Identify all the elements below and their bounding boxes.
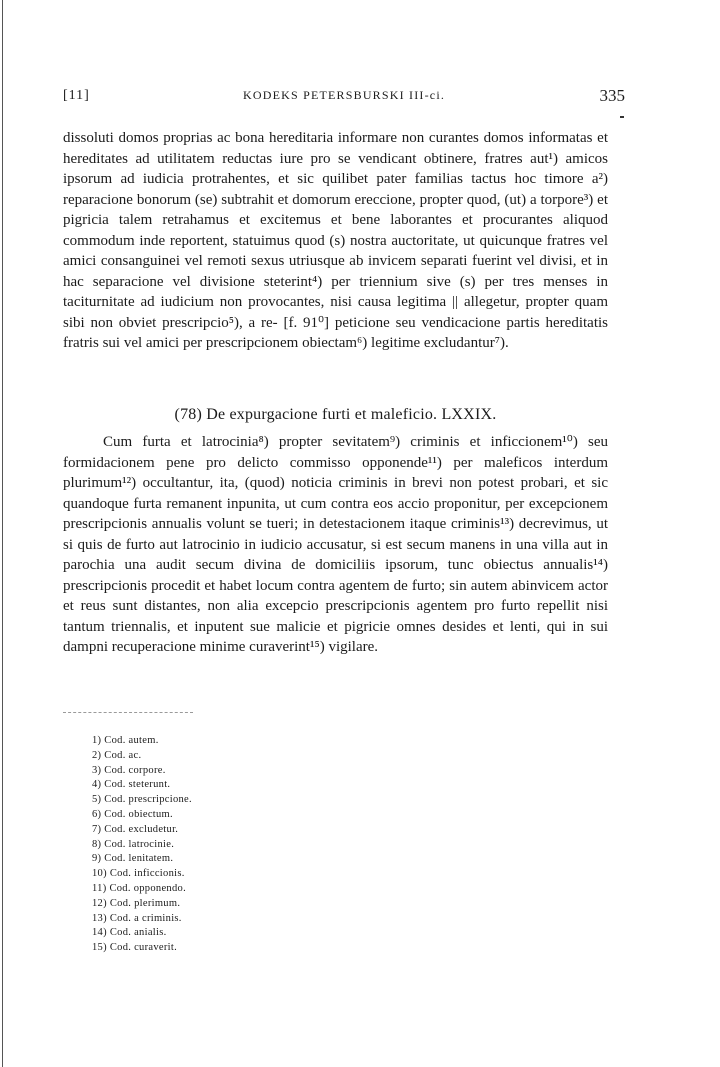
page-header [63, 86, 629, 110]
footnote: 9) Cod. lenitatem. [92, 853, 174, 865]
footnote: 12) Cod. plerimum. [92, 897, 181, 909]
paragraph-continuation [63, 128, 608, 354]
paragraph-text: dissoluti domos proprias ac bona hereditaria informare non curantes domos informatas et hereditates ad utilitatem reductas iure pro se vendicant obtinere, fratres aut¹) amicos ipsorum ad iudicia protrahentes, et sic quilibet pater familias tactus hoc timore a²) reparacione bonorum (se) subtrahit et domorum ereccione, propter quod, (ut) a torpore³) et pigricia talem retrahamus et excitemus et bene laborantes et procurantes aliquod commodum inde reportent, statuimus quod (s) nostra auctoritate, ut quicunque fratres vel amici consanguinei vel remoti sexus utriusque ab invicem separati fuerint vel divisi, et in hac separacione vel divisione steterint⁴) per triennium sive (s) per tres menses in taciturnitate ad iudicium non provocantes, nisi causa legitima || allegetur, propter quam sibi non obviet prescripcio⁵), a re- [f. 91⁰] peticione seu vendicacione partis hereditatis fratris sui vel amici per prescripcionem obiectam⁶) legitime excludantur⁷). [63, 130, 608, 351]
footnote: 8) Cod. latrocinie. [92, 838, 175, 850]
footnote-divider [63, 712, 193, 714]
footnotes-list [92, 734, 392, 956]
paragraph-text: Cum furta et latrocinia⁸) propter sevitatem⁹) criminis et inficcionem¹⁰) seu formidacionem pene pro delicto commisso opponende¹¹) per maleficos interdum plurimum¹²) occultantur, ita, (quod) noticia criminis in brevi non potest probari, et sic quandoque furta remanent inpunita, ut cum contra eos accio proponitur, per excepcionem prescripcionis annualis volunt se tueri; in detestacionem itaque criminis¹³) decrevimus, ut si quis de furto aut latrocinio in iudicio accusatur, si est secum manens in una villa aut in parochia una audit secum divina de domiciliis ipsorum, tunc obiectus annualis¹⁴) prescripcionis procedit et habet locum contra agentem de furto; sin autem abinvicem actor et reus sunt distantes, non alia excepcio prescripcionis agentem pro furto repellit nisi tantum triennalis, et inputent sue malicie et pigricie omnes desides et lenti, qui in sui dampni recuperacione minime curaverint¹⁵) vigilare. [63, 434, 608, 655]
footnote: 10) Cod. inficcionis. [92, 868, 185, 880]
page-number: 335 [599, 86, 625, 105]
margin-mark [620, 116, 624, 118]
footnote: 4) Cod. steterunt. [92, 779, 171, 791]
section-marker: [11] [63, 88, 90, 103]
page-edge-line [2, 0, 3, 1067]
footnote: 11) Cod. opponendo. [92, 882, 186, 894]
section-title: (78) De expurgacione furti et maleficio. LXXIX. [174, 406, 497, 423]
paragraph-section-78 [63, 432, 608, 658]
footnote: 1) Cod. autem. [92, 735, 159, 746]
footnote: 7) Cod. excludetur. [92, 823, 179, 835]
footnote: 3) Cod. corpore. [92, 764, 166, 776]
running-title: KODEKS PETERSBURSKI III-ci. [243, 88, 446, 102]
footnote: 14) Cod. anialis. [92, 927, 167, 939]
footnote: 5) Cod. prescripcione. [92, 794, 192, 806]
footnote: 2) Cod. ac. [92, 749, 142, 761]
footnote: 15) Cod. curaverit. [92, 942, 178, 954]
footnote: 6) Cod. obiectum. [92, 808, 173, 820]
footnote: 13) Cod. a criminis. [92, 912, 182, 924]
